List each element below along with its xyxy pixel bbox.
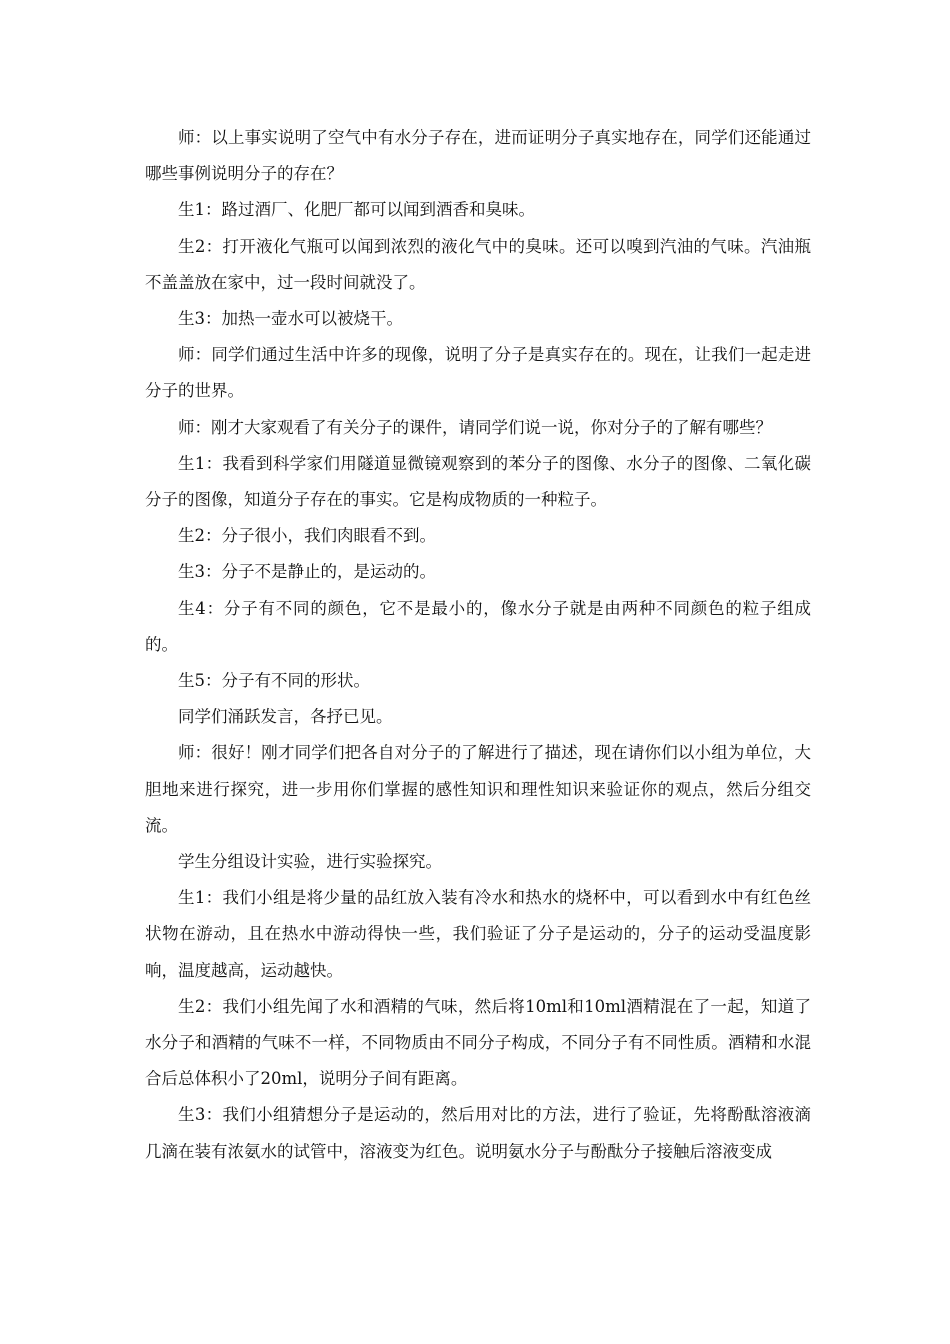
paragraph: 学生分组设计实验，进行实验探究。	[178, 852, 442, 872]
paragraph: 同学们涌跃发言，各抒已见。	[178, 707, 393, 727]
paragraph: 生2：打开液化气瓶可以闻到浓烈的液化气中的臭味。还可以嗅到汽油的气味。汽油瓶不盖盖放在家中，过一段时间就没了。	[145, 236, 811, 292]
paragraph: 生1：路过酒厂、化肥厂都可以闻到酒香和臭味。	[178, 200, 535, 220]
document-body	[145, 120, 811, 1170]
paragraph: 生1：我们小组是将少量的品红放入装有冷水和热水的烧杯中，可以看到水中有红色丝状物在游动，且在热水中游动得快一些，我们验证了分子是运动的，分子的运动受温度影响，温度越高，运动越快。	[145, 888, 811, 980]
paragraph: 生5：分子有不同的形状。	[178, 671, 370, 691]
paragraph: 生3：加热一壶水可以被烧干。	[178, 309, 403, 329]
paragraph: 师：同学们通过生活中许多的现像，说明了分子是真实存在的。现在，让我们一起走进分子的世界。	[145, 345, 811, 401]
paragraph: 生3：我们小组猜想分子是运动的，然后用对比的方法，进行了验证，先将酚酞溶液滴几滴在装有浓氨水的试管中，溶液变为红色。说明氨水分子与酚酞分子接触后溶液变成	[145, 1105, 811, 1161]
paragraph: 师：刚才大家观看了有关分子的课件，请同学们说一说，你对分子的了解有哪些？	[178, 417, 772, 437]
paragraph: 生1：我看到科学家们用隧道显微镜观察到的苯分子的图像、水分子的图像、二氧化碳分子的图像，知道分子存在的事实。它是构成物质的一种粒子。	[145, 453, 811, 510]
paragraph: 生4：分子有不同的颜色，它不是最小的，像水分子就是由两种不同颜色的粒子组成的。	[145, 598, 811, 654]
paragraph: 师：很好！刚才同学们把各自对分子的了解进行了描述，现在请你们以小组为单位，大胆地来进行探究，进一步用你们掌握的感性知识和理性知识来验证你的观点，然后分组交流。	[145, 743, 811, 835]
paragraph: 师：以上事实说明了空气中有水分子存在，进而证明分子真实地存在，同学们还能通过哪些事例说明分子的存在？	[145, 128, 811, 184]
paragraph: 生2：我们小组先闻了水和酒精的气味，然后将10ml和10ml酒精混在了一起，知道了水分子和酒精的气味不一样，不同物质由不同分子构成，不同分子有不同性质。酒精和水混合后总体积小了20ml，说明分子间有距离。	[145, 996, 811, 1089]
paragraph: 生2：分子很小，我们肉眼看不到。	[178, 526, 436, 546]
paragraph: 生3：分子不是静止的，是运动的。	[178, 562, 436, 582]
